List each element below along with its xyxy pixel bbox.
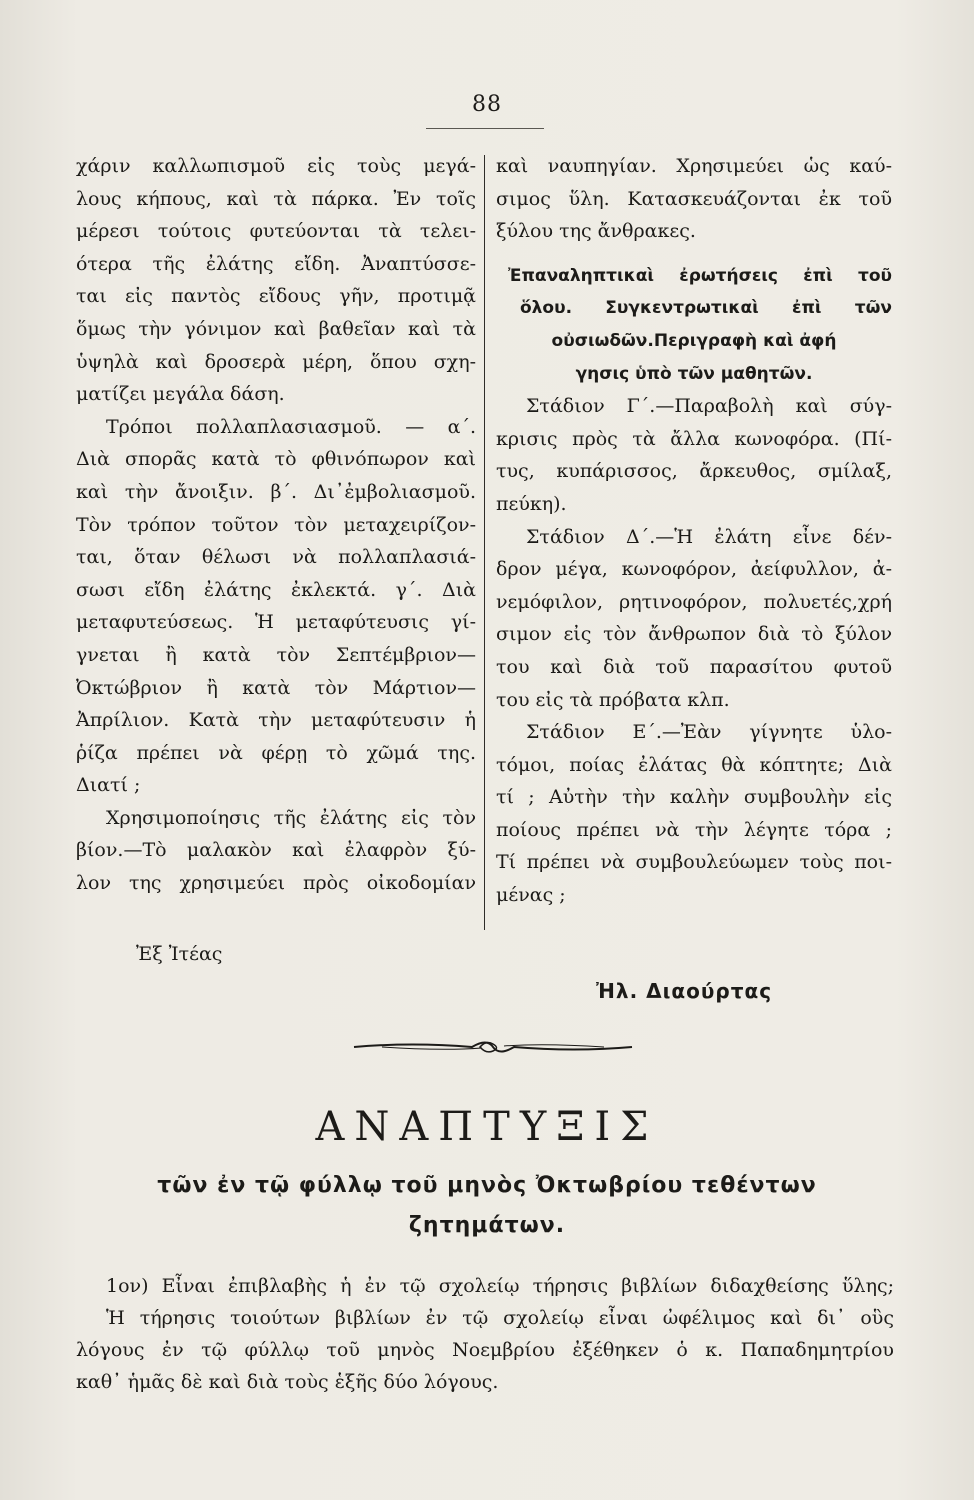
subtitle-line: τῶν ἐν τῷ φύλλῳ τοῦ μηνὸς Ὀκτωβρίου τεθέντων xyxy=(157,1173,817,1198)
text-line: καθ᾿ ἡμᾶς δὲ καὶ διὰ τοὺς ἑξῆς δύο λόγους. xyxy=(76,1371,499,1393)
text-line: ματίζει μεγάλα δάση. xyxy=(76,383,285,406)
page-number: 88 xyxy=(472,92,502,117)
section-heading-line: οὐσιωδῶν.Περιγραφὴ καὶ ἀφή xyxy=(551,330,837,351)
text-line: λόγους ἐν τῷ φύλλῳ τοῦ μηνὸς Νοεμβρίου ἐξέθηκεν ὁ κ. Παπαδημητρίου xyxy=(76,1339,894,1361)
text-line: ποίους πρέπει νὰ τὴν λέγητε τόρα ; xyxy=(496,818,892,841)
text-line: Στάδιον Γ΄.—Παραβολὴ καὶ σύγ- xyxy=(526,395,892,418)
text-line: Ἀπρίλιον. Κατὰ τὴν μεταφύτευσιν ἡ xyxy=(76,709,476,732)
page-number-rule xyxy=(426,128,544,129)
text-line: καὶ τὴν ἄνοιξιν. β΄. Δι᾿ἐμβολιασμοῦ. xyxy=(76,480,476,503)
text-line: καὶ ναυπηγίαν. Χρησιμεύει ὡς καύ- xyxy=(496,155,892,177)
text-line: ὅμως τὴν γόνιμον καὶ βαθεῖαν καὶ τὰ xyxy=(76,317,476,340)
ornamental-divider xyxy=(352,1036,634,1058)
text-line: ται εἰς παντὸς εἴδους γῆν, προτιμᾷ xyxy=(76,285,476,308)
right-column xyxy=(496,150,892,912)
author-signature: Ἠλ. Διαούρτας xyxy=(596,979,773,1003)
text-line: Διατί ; xyxy=(76,774,141,797)
text-line: γνεται ἢ κατὰ τὸν Σεπτέμβριον— xyxy=(76,643,476,666)
text-line: λον της χρησιμεύει πρὸς οἰκοδομίαν xyxy=(76,872,476,895)
text-line: βίον.—Τὸ μαλακὸν καὶ ἐλαφρὸν ξύ- xyxy=(76,839,476,862)
text-line: ται, ὅταν θέλωσι νὰ πολλαπλασιά- xyxy=(76,546,476,569)
section-heading-line: ὅλου. Συγκεντρωτικαὶ ἐπὶ τῶν xyxy=(520,298,892,319)
text-line: Χρησιμοποίησις τῆς ἐλάτης εἰς τὸν xyxy=(106,806,476,829)
text-line: Ἡ τήρησις τοιούτων βιβλίων ἐν τῷ σχολείῳ εἶναι ὠφέλιμος καὶ δι᾿ οὓς xyxy=(106,1307,894,1329)
text-line: δρον μέγα, κωνοφόρον, ἀείφυλλον, ἀ- xyxy=(496,558,892,581)
text-line: Διὰ σπορᾶς κατὰ τὸ φθινόπωρον καὶ xyxy=(76,448,476,471)
text-line: ξύλου της ἄνθρακες. xyxy=(496,220,696,243)
left-column xyxy=(76,150,476,900)
text-line: λους κήπους, καὶ τὰ πάρκα. Ἐν τοῖς xyxy=(76,187,476,210)
text-line: του εἰς τὰ πρόβατα κλπ. xyxy=(496,688,730,711)
text-line: Τί πρέπει νὰ συμβουλεύωμεν τοὺς ποι- xyxy=(496,851,892,874)
section-heading-line: γησις ὑπὸ τῶν μαθητῶν. xyxy=(575,363,813,384)
text-line: Στάδιον Ε΄.—Ἐὰν γίγνητε ὑλο- xyxy=(526,721,892,744)
text-line: τυς, κυπάρισσος, ἄρκευθος, σμίλαξ, xyxy=(496,460,892,483)
text-line: τί ; Αὐτὴν τὴν καλὴν συμβουλὴν εἰς xyxy=(496,786,892,809)
text-line: του καὶ διὰ τοῦ παρασίτου φυτοῦ xyxy=(496,655,892,678)
text-line: τόμοι, ποίας ἐλάτας θὰ κόπτητε; Διὰ xyxy=(496,753,892,776)
text-line: χάριν καλλωπισμοῦ εἰς τοὺς μεγά- xyxy=(76,155,476,177)
body-text xyxy=(76,1270,894,1398)
subtitle-line: ζητημάτων. xyxy=(408,1213,566,1238)
paragraph-gap xyxy=(496,248,892,260)
place-of-origin: Ἐξ Ἰτέας xyxy=(136,943,223,965)
text-line: σιμος ὕλη. Κατασκευάζονται ἐκ τοῦ xyxy=(496,187,892,210)
text-line: Ὀκτώβριον ἢ κατὰ τὸν Μάρτιον— xyxy=(76,676,476,699)
text-line: μεταφυτεύσεως. Ἡ μεταφύτευσις γί- xyxy=(76,611,476,634)
text-line: νεμόφιλον, ρητινοφόρον, πολυετές,χρή xyxy=(496,590,892,613)
text-line: σιμον εἰς τὸν ἄνθρωπον διὰ τὸ ξύλον xyxy=(496,623,892,646)
section-heading-line: Ἐπαναληπτικαὶ ἐρωτήσεις ἐπὶ τοῦ xyxy=(508,265,892,286)
text-line: κρισις πρὸς τὰ ἄλλα κωνοφόρα. (Πί- xyxy=(496,427,892,450)
text-line: ῥίζα πρέπει νὰ φέρῃ τὸ χῶμά της. xyxy=(76,741,476,764)
text-line: σωσι εἴδη ἐλάτης ἐκλεκτά. γ΄. Διὰ xyxy=(76,578,476,601)
text-line: ότερα τῆς ἐλάτης εἴδη. Ἀναπτύσσε- xyxy=(76,252,476,275)
text-line: ὑψηλὰ καὶ δροσερὰ μέρη, ὅπου σχη- xyxy=(76,350,476,373)
section-title: ΑΝΑΠΤΥΞΙΣ xyxy=(315,1104,659,1150)
text-line: Τὸν τρόπον τοῦτον τὸν μεταχειρίζον- xyxy=(76,513,476,536)
section-subtitle xyxy=(0,1166,974,1246)
text-line: Στάδιον Δ΄.—Ἡ ἐλάτη εἶνε δέν- xyxy=(526,525,892,548)
text-line: πεύκη). xyxy=(496,492,567,515)
column-divider xyxy=(484,155,485,930)
text-line: μέρεσι τούτοις φυτεύονται τὰ τελει- xyxy=(76,220,476,243)
text-line: μένας ; xyxy=(496,884,566,907)
text-line: 1ον) Εἶναι ἐπιβλαβὴς ἡ ἐν τῷ σχολείῳ τήρησις βιβλίων διδαχθείσης ὕλης; xyxy=(106,1275,894,1297)
text-line: Τρόποι πολλαπλασιασμοῦ. — α΄. xyxy=(106,415,476,438)
